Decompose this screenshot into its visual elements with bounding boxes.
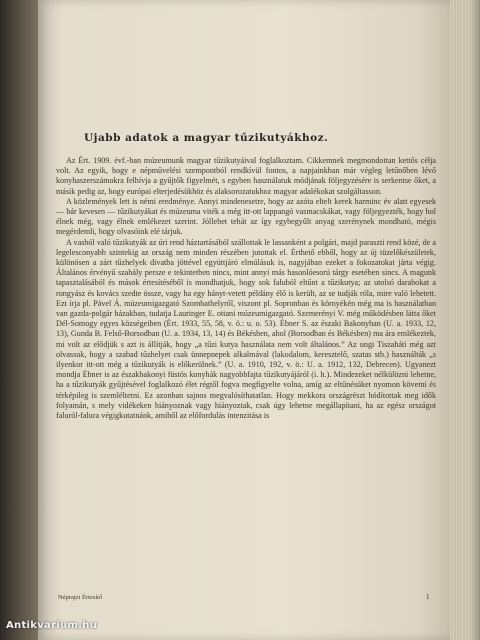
paragraph: A vasból való tűzikutyák az úri rend háztartásából szállottak le lassanként a polgári, majd paraszti rend közé, de a legelesconyabb szintekig az ország nem minden részében jutottak el. Érthető ebből, hogy az új tüzelőkészületek, különösen a zárt tűzhelyek divatba jöttével együttjáró elmúlásuk is, nagyjában ezeket a fokozatokat járta végig. Általános érvényű szabály persze e tekintetben nincs, mint annyi más hasonlóesorú tárgy esetében sincs. A magunk tapasztalásából és mások értesítéséből is mondhatjuk, hogy sok faluból eltűnt a tűzikutya; az utolsó darabokat a rongyász és kovács szedte össze, vagy ha egy hányt-vetett példány élő is került, az se tudják róla, mire való lehetett. Ezt írja pl. Pável Á. múzeumigazgató Szombathelyről, viszont pl. Sopronban és környékén még ma is használatban van gazda-polgár házakban, tudatja Lauringer E. ottani múzeumigazgató. Szemerényi V. még működésben látta őket Dél-Somogy egyes községeiben (Ért. 1933, 55, 58, v. ö.: u. o. 53). Ébner S. az északi Bakonyban (U. a. 1933, 12, 13), Gunda B. Felső-Borsodban (U. a. 1934, 13, 14) és Békésben, ahol (Borsodban és Békésben) ma ára emlékeztek, mi volt az elődjük s azt is állítják, hogy „a tűzi kutya használata nem volt általános.” Az ungi Tiszaháti még azt olvassuk, hogy a szabad tűzhelyet csak ünnepnepek alkalmával (lakodalom, keresztelő, szatas stb.) használták „s ilyenkor itt-ott még a tűzikutyák is előkerülnek.” (U. a. 1910, 192, v. ö.: U. a. 1912, 132, Debrecen). Ugyanezt mondja Ébner is az északbakonyi füstös konyhák nagyobbfajta tűzikutyájáról (i. h.). Mindezeket nélkülözni lehetne, ha a tűzikutyák gyűjtésével foglalkozó élet régtől fogva megfigyelte volna, amíg az eltűnésüket nyomon követni és térképileg is szemléltetni. Ez azonban sajnos megvalósíthatatlan. Hogy mekkora országrészt hódítottak meg idők folyamán, s mely vidékeken hiányoznak vagy hiányoztak, csak úgy lehetne megállapítani, ha az egész országot faluról-falura végigkutatnánk, amiből az előfordulás intenzitása is [56, 237, 436, 421]
page-number: 1 [426, 593, 430, 601]
paragraph: Az Ért. 1909. évf.-ban múzeumunk magyar tűzikutyáival foglalkoztam. Cikkemnek megmondottan kettős célja volt. Az egyik, hogy e népművelési szempontból rendkívül fontos, a napjainkban már végleg letűnőben lévő konyhaszerszámokra felhívja a gyűjtők figyelmét, s egyben használatuk módjának följegyzésére is serkentse őket, a másik pedig az, hogy európai elterjedésükhöz és alaksorozatukhoz magyar adalékokat szolgáltasson. [56, 156, 436, 196]
watermark: Antikvarium.hu [6, 620, 98, 631]
article-title: Ujabb adatok a magyar tűzikutyákhoz. [84, 132, 329, 144]
book-binding-edge [0, 0, 38, 640]
paragraph: A közlemények lett is némi eredménye. Annyi mindenesetre, hogy az azóta eltelt kerek harminc év alatt egyesek — bár kevesen — tűzikutyákat és múzeuma viték a még itt-ott lappangó vasmacskákat, vagy följegyezték, hogy hol élnek még, vagy élnek emlékezet szerint. Jóllehet tehát az így egybegyűlt anyag szerénynek mondható, mégis megérdemli, hogy olvasóink elé tárjuk. [56, 196, 436, 237]
article-body [56, 156, 436, 421]
page-stack-edge [450, 0, 480, 640]
journal-name: Néprajzi Értesítő [58, 594, 103, 601]
